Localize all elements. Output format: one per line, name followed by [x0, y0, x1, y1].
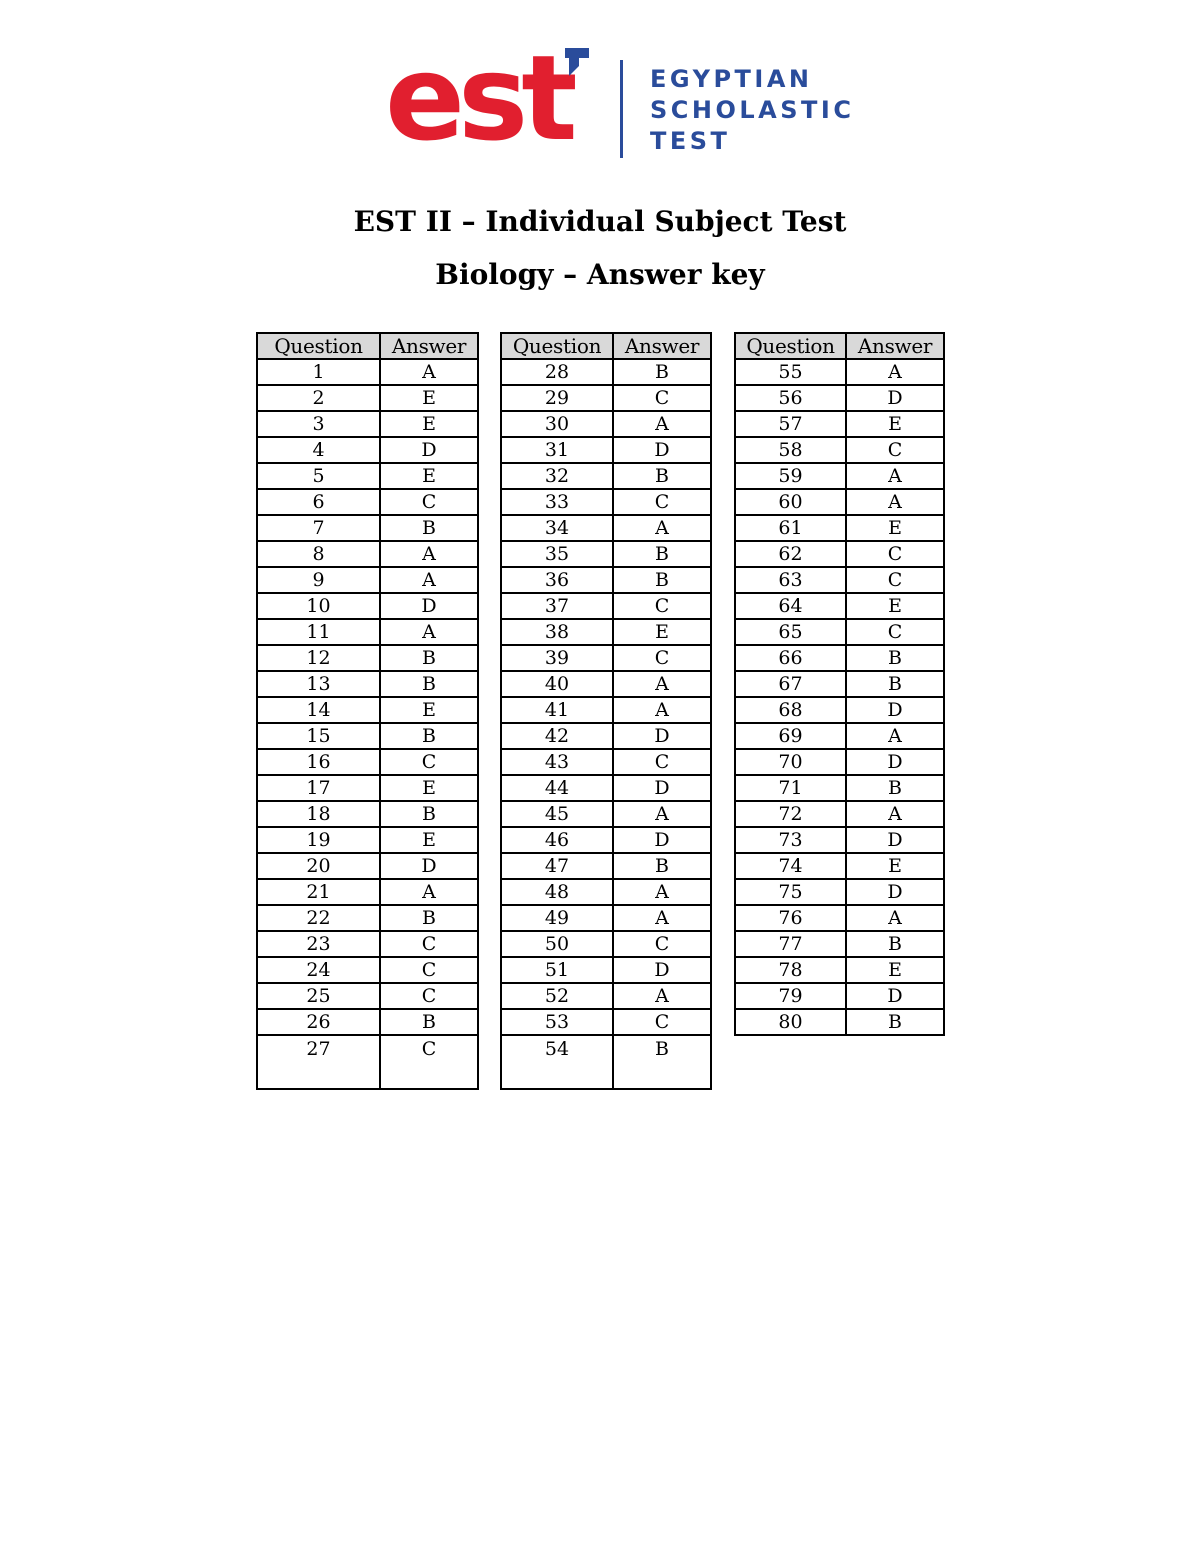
answer-letter: A	[380, 619, 478, 645]
question-number: 59	[735, 463, 846, 489]
question-number: 35	[501, 541, 613, 567]
answer-letter: E	[380, 385, 478, 411]
table-row	[257, 827, 478, 853]
question-number: 12	[257, 645, 380, 671]
table-row	[735, 723, 944, 749]
question-number: 72	[735, 801, 846, 827]
question-number: 8	[257, 541, 380, 567]
answer-letter: A	[613, 905, 711, 931]
question-number: 46	[501, 827, 613, 853]
answer-letter: D	[846, 697, 944, 723]
answer-letter: A	[846, 905, 944, 931]
question-number: 51	[501, 957, 613, 983]
question-number: 67	[735, 671, 846, 697]
table-row	[735, 359, 944, 385]
question-number: 64	[735, 593, 846, 619]
question-number: 66	[735, 645, 846, 671]
answer-letter: A	[846, 723, 944, 749]
table-row	[501, 1035, 711, 1089]
answer-letter: D	[613, 827, 711, 853]
question-number: 23	[257, 931, 380, 957]
table-row	[735, 1009, 944, 1035]
answer-letter: A	[380, 541, 478, 567]
table-row	[735, 775, 944, 801]
answer-letter: D	[380, 593, 478, 619]
table-row	[257, 515, 478, 541]
table-row	[257, 723, 478, 749]
table-row	[501, 541, 711, 567]
table-row	[735, 593, 944, 619]
table-row	[257, 671, 478, 697]
question-number: 61	[735, 515, 846, 541]
answer-letter: A	[846, 801, 944, 827]
question-number: 75	[735, 879, 846, 905]
table-row	[257, 541, 478, 567]
document-title: EST II – Individual Subject Test	[353, 205, 847, 238]
answer-letter: E	[846, 593, 944, 619]
question-number: 25	[257, 983, 380, 1009]
answer-letter: C	[380, 931, 478, 957]
answer-letter: B	[380, 671, 478, 697]
question-number: 26	[257, 1009, 380, 1035]
table-row	[501, 775, 711, 801]
question-number: 31	[501, 437, 613, 463]
table-row	[257, 359, 478, 385]
table-row	[501, 489, 711, 515]
question-number: 48	[501, 879, 613, 905]
table-row	[735, 983, 944, 1009]
table-row	[257, 567, 478, 593]
table-row	[257, 931, 478, 957]
question-number: 32	[501, 463, 613, 489]
question-number: 34	[501, 515, 613, 541]
question-number: 19	[257, 827, 380, 853]
table-row	[501, 411, 711, 437]
table-row	[735, 931, 944, 957]
logo-flag-icon	[561, 46, 595, 80]
question-number: 29	[501, 385, 613, 411]
answer-letter: A	[613, 801, 711, 827]
question-number: 1	[257, 359, 380, 385]
answer-letter: A	[613, 515, 711, 541]
table-row	[735, 853, 944, 879]
table-row	[501, 957, 711, 983]
table-row	[735, 957, 944, 983]
question-number: 6	[257, 489, 380, 515]
question-number: 71	[735, 775, 846, 801]
answer-letter: C	[380, 983, 478, 1009]
table-row	[735, 489, 944, 515]
table-row	[257, 489, 478, 515]
answer-letter: D	[613, 723, 711, 749]
question-number: 37	[501, 593, 613, 619]
table-row	[735, 749, 944, 775]
question-number: 44	[501, 775, 613, 801]
answer-letter: A	[613, 983, 711, 1009]
answer-letter: C	[613, 385, 711, 411]
est-logo	[385, 29, 865, 167]
question-number: 80	[735, 1009, 846, 1035]
logo-name-line-3: TEST	[650, 127, 731, 155]
answer-letter: C	[613, 749, 711, 775]
table-row	[735, 619, 944, 645]
answer-letter: D	[613, 437, 711, 463]
table-row	[735, 645, 944, 671]
question-number: 52	[501, 983, 613, 1009]
table-row	[501, 437, 711, 463]
table-row	[257, 411, 478, 437]
question-number: 11	[257, 619, 380, 645]
answer-letter: C	[846, 567, 944, 593]
table-row	[257, 775, 478, 801]
answer-letter: D	[380, 853, 478, 879]
table-header-row	[735, 333, 944, 359]
answer-letter: E	[380, 827, 478, 853]
question-number: 30	[501, 411, 613, 437]
table-row	[501, 593, 711, 619]
question-number: 3	[257, 411, 380, 437]
question-number: 65	[735, 619, 846, 645]
question-number: 49	[501, 905, 613, 931]
question-number: 27	[257, 1035, 380, 1089]
question-number: 9	[257, 567, 380, 593]
answer-letter: E	[613, 619, 711, 645]
answer-letter: B	[380, 723, 478, 749]
answer-letter: A	[846, 489, 944, 515]
table-row	[501, 385, 711, 411]
answer-letter: C	[846, 437, 944, 463]
answer-letter: E	[380, 463, 478, 489]
answer-letter: C	[380, 957, 478, 983]
answer-letter: B	[380, 645, 478, 671]
question-header: Question	[501, 333, 613, 359]
table-row	[735, 671, 944, 697]
est-logo-mark	[385, 29, 600, 167]
table-row	[257, 983, 478, 1009]
table-row	[501, 827, 711, 853]
question-number: 74	[735, 853, 846, 879]
table-row	[735, 515, 944, 541]
answer-letter: D	[380, 437, 478, 463]
question-number: 58	[735, 437, 846, 463]
answer-letter: B	[846, 671, 944, 697]
question-number: 13	[257, 671, 380, 697]
table-row	[257, 905, 478, 931]
answer-letter: B	[846, 775, 944, 801]
answer-letter: B	[846, 931, 944, 957]
table-row	[257, 697, 478, 723]
question-number: 21	[257, 879, 380, 905]
answer-letter: C	[380, 1035, 478, 1089]
answer-letter: E	[380, 411, 478, 437]
question-number: 20	[257, 853, 380, 879]
table-row	[735, 801, 944, 827]
answer-letter: E	[846, 411, 944, 437]
table-row	[257, 385, 478, 411]
answer-letter: B	[613, 463, 711, 489]
answer-letter: E	[846, 515, 944, 541]
table-row	[501, 697, 711, 723]
question-number: 28	[501, 359, 613, 385]
table-row	[257, 853, 478, 879]
answer-letter: B	[613, 359, 711, 385]
answer-table-body	[501, 359, 711, 1089]
question-number: 69	[735, 723, 846, 749]
answer-letter: E	[846, 957, 944, 983]
table-row	[257, 1009, 478, 1035]
table-row	[257, 437, 478, 463]
table-row	[501, 905, 711, 931]
question-number: 14	[257, 697, 380, 723]
answer-letter: D	[846, 983, 944, 1009]
answer-letter: A	[380, 567, 478, 593]
question-number: 60	[735, 489, 846, 515]
answer-letter: A	[846, 359, 944, 385]
question-number: 43	[501, 749, 613, 775]
question-number: 36	[501, 567, 613, 593]
answer-letter: D	[613, 775, 711, 801]
answer-table-body	[735, 359, 944, 1035]
answer-letter: C	[613, 931, 711, 957]
question-number: 77	[735, 931, 846, 957]
table-row	[501, 879, 711, 905]
table-row	[501, 801, 711, 827]
question-number: 41	[501, 697, 613, 723]
question-header: Question	[735, 333, 846, 359]
question-number: 54	[501, 1035, 613, 1089]
answer-letter: A	[613, 697, 711, 723]
question-number: 62	[735, 541, 846, 567]
question-number: 38	[501, 619, 613, 645]
question-header: Question	[257, 333, 380, 359]
question-number: 79	[735, 983, 846, 1009]
answer-letter: C	[613, 593, 711, 619]
answer-letter: B	[380, 515, 478, 541]
logo-name	[650, 64, 854, 157]
table-header-row	[501, 333, 711, 359]
table-row	[501, 359, 711, 385]
answer-letter: B	[613, 541, 711, 567]
table-row	[257, 645, 478, 671]
answer-letter: A	[380, 879, 478, 905]
table-row	[501, 671, 711, 697]
question-number: 17	[257, 775, 380, 801]
answer-header: Answer	[613, 333, 711, 359]
question-number: 42	[501, 723, 613, 749]
table-row	[257, 593, 478, 619]
answer-header: Answer	[846, 333, 944, 359]
answer-table-1	[256, 332, 479, 1090]
question-number: 10	[257, 593, 380, 619]
answer-letter: A	[380, 359, 478, 385]
answer-letter: C	[846, 541, 944, 567]
question-number: 50	[501, 931, 613, 957]
answer-letter: B	[380, 1009, 478, 1035]
answer-header: Answer	[380, 333, 478, 359]
table-row	[257, 879, 478, 905]
table-row	[501, 1009, 711, 1035]
question-number: 39	[501, 645, 613, 671]
answer-letter: E	[846, 853, 944, 879]
question-number: 70	[735, 749, 846, 775]
answer-letter: A	[846, 463, 944, 489]
answer-letter: D	[846, 385, 944, 411]
question-number: 4	[257, 437, 380, 463]
question-number: 47	[501, 853, 613, 879]
answer-letter: C	[846, 619, 944, 645]
table-row	[735, 827, 944, 853]
answer-table-3	[734, 332, 945, 1036]
logo-wordmark: est	[385, 29, 571, 167]
question-number: 5	[257, 463, 380, 489]
logo-name-line-2: SCHOLASTIC	[650, 96, 855, 124]
table-row	[257, 801, 478, 827]
table-row	[501, 983, 711, 1009]
table-row	[501, 749, 711, 775]
question-number: 2	[257, 385, 380, 411]
table-row	[257, 463, 478, 489]
question-number: 16	[257, 749, 380, 775]
answer-letter: A	[613, 671, 711, 697]
question-number: 57	[735, 411, 846, 437]
answer-letter: C	[613, 489, 711, 515]
question-number: 73	[735, 827, 846, 853]
table-row	[735, 905, 944, 931]
answer-letter: B	[613, 853, 711, 879]
table-row	[735, 697, 944, 723]
answer-letter: D	[846, 749, 944, 775]
question-number: 56	[735, 385, 846, 411]
answer-letter: B	[846, 1009, 944, 1035]
table-row	[501, 645, 711, 671]
answer-letter: B	[380, 801, 478, 827]
table-header-row	[257, 333, 478, 359]
answer-letter: C	[613, 645, 711, 671]
answer-letter: B	[613, 567, 711, 593]
table-row	[501, 853, 711, 879]
table-row	[735, 411, 944, 437]
table-row	[735, 567, 944, 593]
question-number: 33	[501, 489, 613, 515]
table-row	[501, 931, 711, 957]
question-number: 22	[257, 905, 380, 931]
question-number: 45	[501, 801, 613, 827]
answer-letter: E	[380, 775, 478, 801]
table-row	[501, 619, 711, 645]
question-number: 68	[735, 697, 846, 723]
table-row	[501, 463, 711, 489]
answer-letter: B	[613, 1035, 711, 1089]
question-number: 15	[257, 723, 380, 749]
answer-letter: D	[846, 827, 944, 853]
answer-letter: B	[846, 645, 944, 671]
question-number: 7	[257, 515, 380, 541]
table-row	[257, 749, 478, 775]
logo-divider	[620, 60, 623, 158]
table-row	[735, 463, 944, 489]
logo-name-line-1: EGYPTIAN	[650, 65, 813, 93]
table-row	[735, 437, 944, 463]
question-number: 53	[501, 1009, 613, 1035]
answer-letter: C	[380, 489, 478, 515]
document-subtitle: Biology – Answer key	[435, 258, 765, 291]
table-row	[501, 515, 711, 541]
answer-letter: C	[380, 749, 478, 775]
answer-letter: A	[613, 879, 711, 905]
question-number: 40	[501, 671, 613, 697]
table-row	[735, 541, 944, 567]
question-number: 24	[257, 957, 380, 983]
answer-table-body	[257, 359, 478, 1089]
table-row	[501, 567, 711, 593]
table-row	[257, 957, 478, 983]
answer-table-2	[500, 332, 712, 1090]
answer-letter: C	[613, 1009, 711, 1035]
table-row	[501, 723, 711, 749]
question-number: 18	[257, 801, 380, 827]
answer-letter: D	[613, 957, 711, 983]
table-row	[735, 879, 944, 905]
answer-letter: E	[380, 697, 478, 723]
question-number: 55	[735, 359, 846, 385]
answer-letter: A	[613, 411, 711, 437]
table-row	[735, 385, 944, 411]
answer-letter: D	[846, 879, 944, 905]
table-row	[257, 1035, 478, 1089]
question-number: 63	[735, 567, 846, 593]
question-number: 76	[735, 905, 846, 931]
question-number: 78	[735, 957, 846, 983]
table-row	[257, 619, 478, 645]
answer-letter: B	[380, 905, 478, 931]
